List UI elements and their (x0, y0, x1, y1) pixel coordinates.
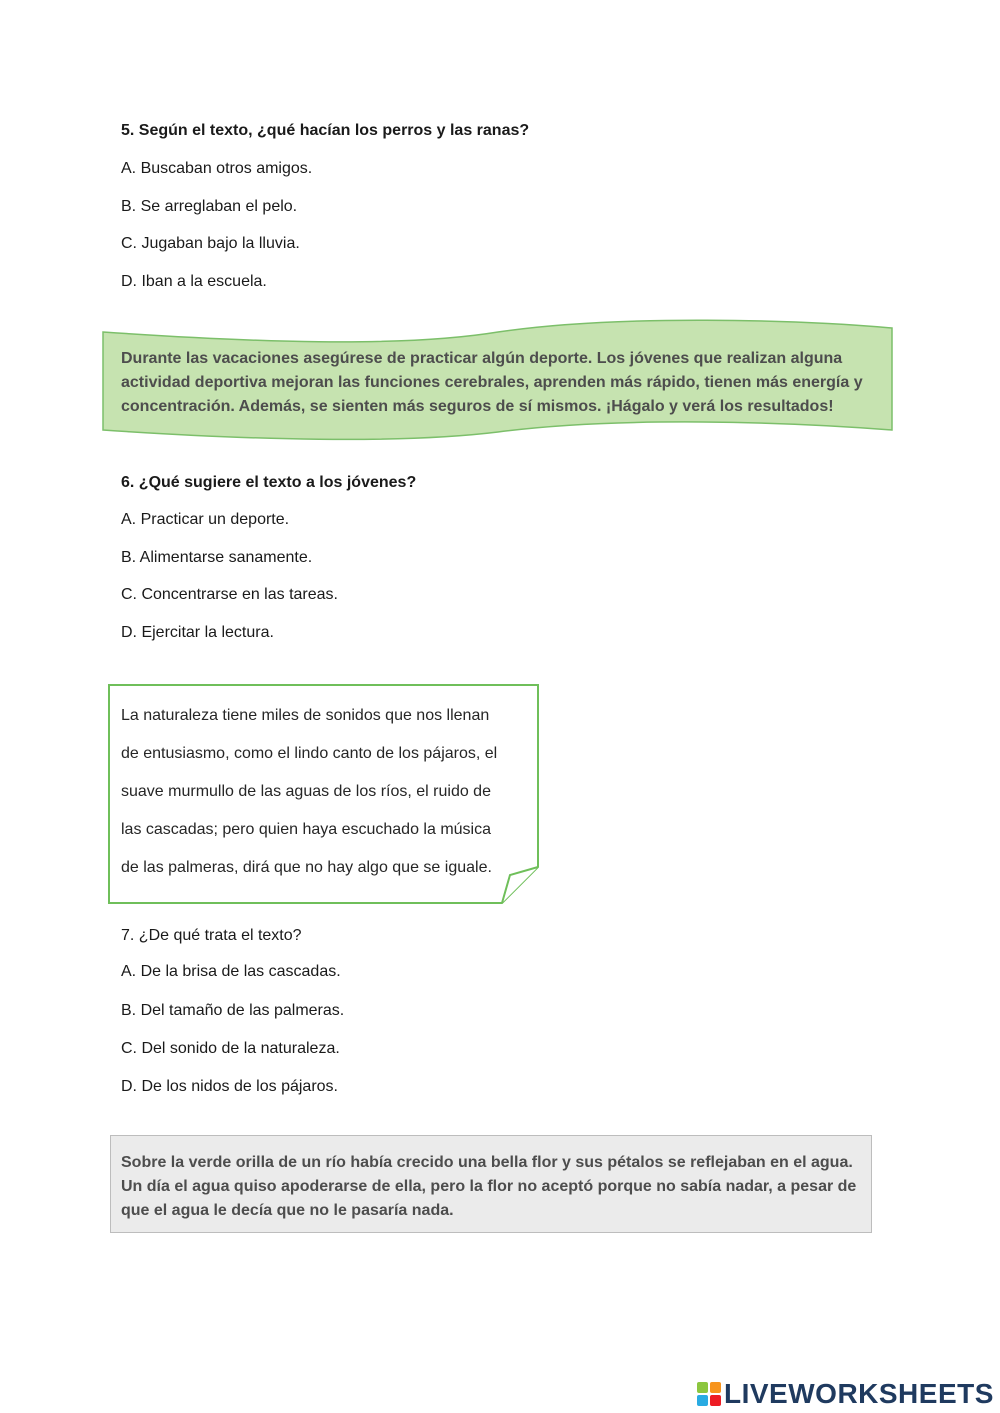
note-line: de entusiasmo, como el lindo canto de los pájaros, el (121, 745, 498, 762)
note-line: de las palmeras, dirá que no hay algo que se iguale. (121, 859, 492, 876)
note-line: La naturaleza tiene miles de sonidos que nos llenan (121, 707, 490, 724)
q6-option-d[interactable]: D. Ejercitar la lectura. (121, 624, 274, 641)
note-line: suave murmullo de las aguas de los ríos, el ruido de (121, 783, 491, 800)
gray-box-text: Sobre la verde orilla de un río había crecido una bella flor y sus pétalos se reflejaban en el agua. Un día el agua quiso apoderarse de ella, pero la flor no aceptó porque no sabía nadar, a pesar de que el agua le decía que no le pasaría nada. (121, 1154, 857, 1219)
q5-option-a[interactable]: A. Buscaban otros amigos. (121, 160, 313, 177)
question-6: 6. ¿Qué sugiere el texto a los jóvenes? (121, 474, 417, 491)
q7-option-a[interactable]: A. De la brisa de las cascadas. (121, 963, 341, 980)
liveworksheets-logo (697, 1378, 994, 1410)
q5-option-c[interactable]: C. Jugaban bajo la lluvia. (121, 235, 300, 252)
q7-option-d[interactable]: D. De los nidos de los pájaros. (121, 1078, 338, 1095)
q6-option-a[interactable]: A. Practicar un deporte. (121, 511, 290, 528)
q7-option-b[interactable]: B. Del tamaño de las palmeras. (121, 1002, 345, 1019)
q5-option-b[interactable]: B. Se arreglaban el pelo. (121, 198, 298, 215)
logo-text: LIVEWORKSHEETS (724, 1378, 994, 1409)
question-7: 7. ¿De qué trata el texto? (121, 927, 302, 944)
question-5: 5. Según el texto, ¿qué hacían los perros y las ranas? (121, 122, 530, 139)
note-line: las cascadas; pero quien haya escuchado la música (121, 821, 491, 838)
note-text (121, 697, 531, 887)
logo-grid-icon (697, 1382, 721, 1406)
q6-option-c[interactable]: C. Concentrarse en las tareas. (121, 586, 338, 603)
q5-option-d[interactable]: D. Iban a la escuela. (121, 273, 267, 290)
q6-option-b[interactable]: B. Alimentarse sanamente. (121, 549, 313, 566)
banner-text: Durante las vacaciones asegúrese de practicar algún deporte. Los jóvenes que realizan alguna actividad deportiva mejoran las funciones cerebrales, aprenden más rápido, tienen más energía y concentración. Además, se sienten más seguros de sí mismos. ¡Hágalo y verá los resultados! (121, 350, 863, 415)
q7-option-c[interactable]: C. Del sonido de la naturaleza. (121, 1040, 340, 1057)
